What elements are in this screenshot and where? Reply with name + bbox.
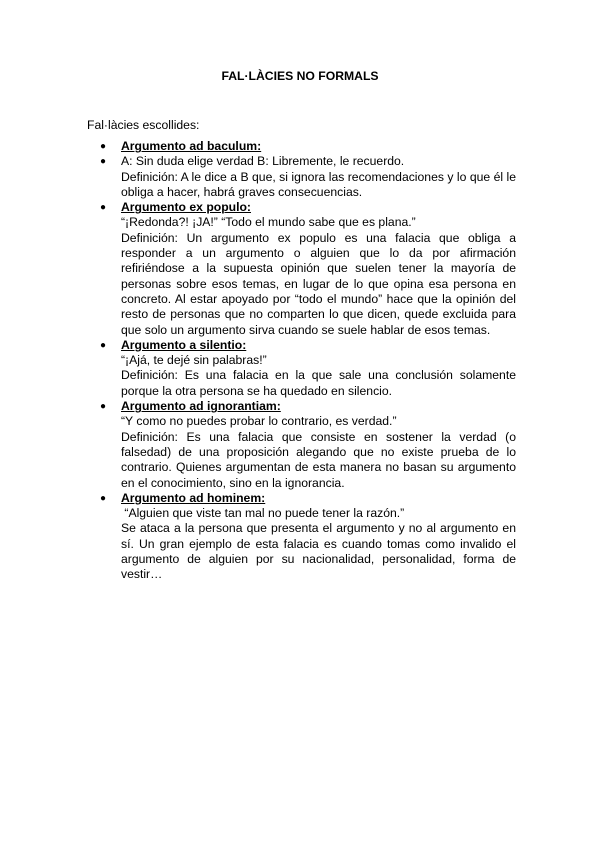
list-item: [86, 139, 516, 154]
bullet-icon: ●: [100, 401, 107, 413]
bullet-icon: ●: [100, 141, 107, 152]
item-definition: Definición: Es una falacia que consiste en sostener la verdad (o falsedad) de una proposición alegando que no existe prueba de lo contrario. Quienes argumentan de esta manera no basan su argumento en el conocimiento, sino en la ignorancia.: [121, 429, 516, 490]
intro-text: Fal·làcies escollides:: [87, 118, 200, 132]
list-item: [86, 200, 516, 338]
document-title: FAL·LÀCIES NO FORMALS: [221, 69, 379, 83]
list-item: [86, 338, 516, 399]
bullet-icon: ●: [100, 339, 107, 351]
item-example: A: Sin duda elige verdad B: Libremente, le recuerdo.: [121, 154, 405, 169]
bullet-icon: ●: [100, 156, 107, 168]
item-example: “¡Ajá, te dejé sin palabras!”: [121, 353, 267, 368]
item-heading: Argumento ad ignorantiam:: [121, 399, 281, 414]
item-example: “Alguien que viste tan mal no puede tener la razón.”: [121, 506, 405, 521]
item-definition: Definición: Un argumento ex populo es una falacia que obliga a responder a un argumento o alguien que lo da por afirmación refiriéndose a la supuesta opinión que suelen tener la mayoría de personas sobre esos temas, en lugar de lo que opina esa persona en concreto. Al estar apoyado por “todo el mundo” hace que la opinión del resto de personas que no comparten lo que dicen, quede excluida para que solo un argumento sirva cuando se suele hablar de esos temas.: [121, 230, 516, 337]
bullet-icon: ●: [100, 202, 107, 214]
bullet-icon: ●: [100, 492, 107, 504]
fallacy-list: [86, 139, 516, 583]
item-definition: Se ataca a la persona que presenta el argumento y no al argumento en sí. Un gran ejemplo de esta falacia es cuando tomas como invalido el argumento de alguien por su nacionalidad, personalidad, forma de vestir…: [121, 521, 516, 582]
item-heading: Argumento a silentio:: [121, 337, 247, 352]
item-example: “Y como no puedes probar lo contrario, es verdad.”: [121, 414, 397, 429]
list-item: [86, 154, 516, 200]
item-example: “¡Redonda?! ¡JA!” “Todo el mundo sabe que es plana.”: [121, 215, 416, 230]
list-item: [86, 491, 516, 583]
item-definition: Definición: A le dice a B que, si ignora las recomendaciones y lo que él le obliga a hacer, habrá graves consecuencias.: [121, 169, 516, 199]
item-heading: Argumento ad baculum:: [121, 139, 262, 153]
item-heading: Argumento ex populo:: [121, 200, 251, 215]
item-heading: Argumento ad hominem:: [121, 490, 266, 505]
list-item: [86, 399, 516, 491]
item-definition: Definición: Es una falacia en la que sale una conclusión solamente porque la otra persona se ha quedado en silencio.: [121, 368, 516, 398]
